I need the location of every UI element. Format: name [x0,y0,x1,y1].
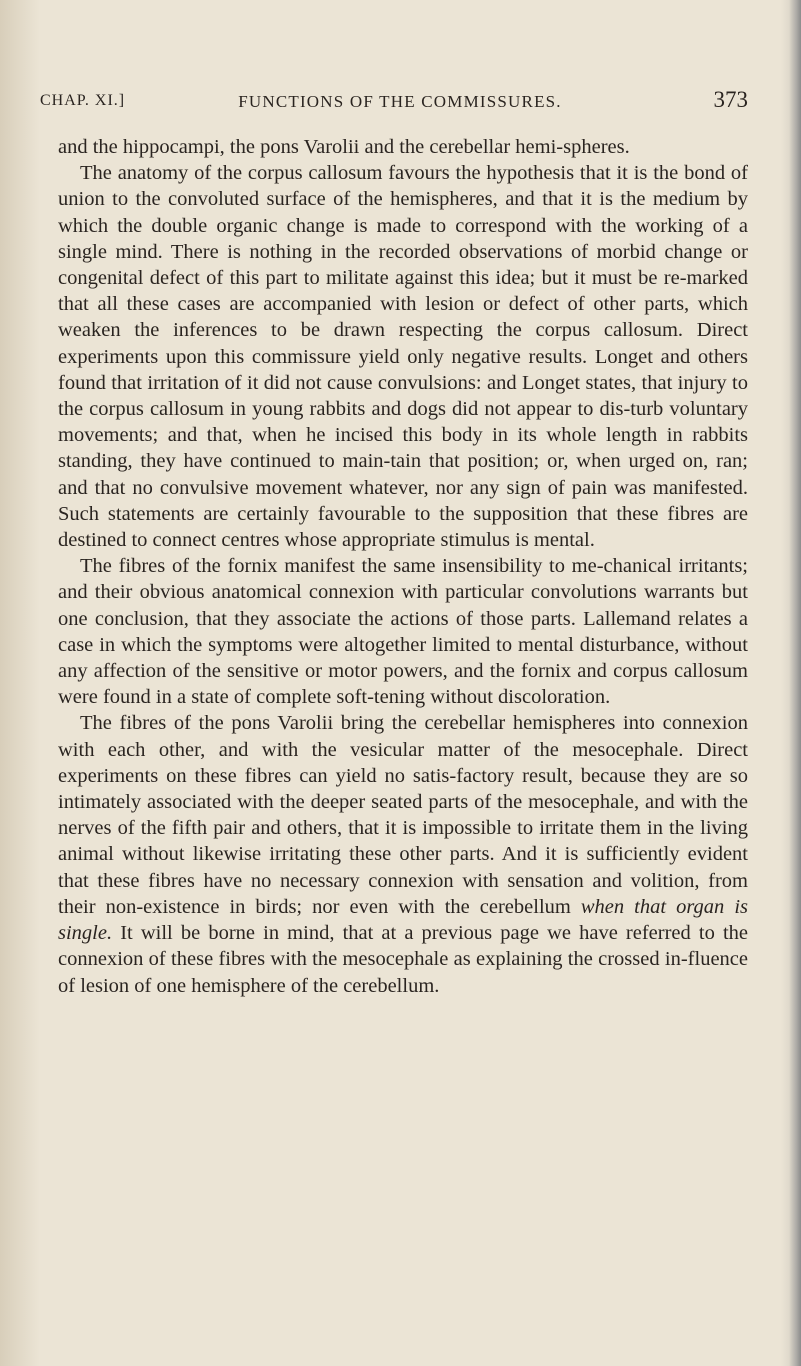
page-number: 373 [713,87,748,112]
running-header [40,86,748,116]
paragraph-4-italic: when that organ is single. [58,895,748,945]
body-text [58,134,748,999]
paragraph-1: and the hippocampi, the pons Varolii and the cerebellar hemi-spheres. [58,136,630,158]
paragraph-4-text-before: The fibres of the pons Varolii bring the cerebellar hemispheres into connexion with each other, and with the vesicular matter of the mesocephale. Direct experiments on these fibres can yield no satis-factory result, because they are so intimately associated with the deeper seated parts of the mesocephale, and with the nerves of the fifth pair and others, that it is impossible to irritate them in the living animal without likewise irritating these other parts. And it is sufficiently evident that these fibres have no necessary connexion with sensation and volition, from their non-existence in birds; nor even with the cerebellum [58,712,748,918]
paragraph-4 [58,710,748,998]
paragraph-4-text-after: It will be borne in mind, that at a previous page we have referred to the connexion of these fibres with the mesocephale as explaining the crossed in-fluence of lesion of one hemisphere of the cerebellum. [58,922,748,997]
paragraph-2: The anatomy of the corpus callosum favours the hypothesis that it is the bond of union to the convoluted surface of the hemispheres, and that it is the medium by which the double organic change is made to correspond with the working of a single mind. There is nothing in the recorded observations of morbid change or congenital defect of this part to militate against this idea; but it must be re-marked that all these cases are accompanied with lesion or defect of other parts, which weaken the inferences to be drawn respecting the corpus callosum. Direct experiments upon this commissure yield only negative results. Longet and others found that irritation of it did not cause convulsions: and Longet states, that injury to the corpus callosum in young rabbits and dogs did not appear to dis-turb voluntary movements; and that, when he incised this body in its whole length in rabbits standing, they have continued to main-tain that position; or, when urged on, ran; and that no convulsive movement whatever, nor any sign of pain was manifested. Such statements are certainly favourable to the supposition that these fibres are destined to connect centres whose appropriate stimulus is mental. [58,162,748,552]
paragraph-3: The fibres of the fornix manifest the same insensibility to me-chanical irritants; and their obvious anatomical connexion with particular convolutions warrants but one conclusion, that they associate the actions of those parts. Lallemand relates a case in which the symptoms were altogether limited to mental disturbance, without any affection of the sensitive or motor powers, and the fornix and corpus callosum were found in a state of complete soft-tening without discoloration. [58,555,748,709]
running-title: FUNCTIONS OF THE COMMISSURES. [238,92,562,111]
page-edge-shadow [789,0,801,1366]
chapter-label: CHAP. XI.] [40,92,126,109]
